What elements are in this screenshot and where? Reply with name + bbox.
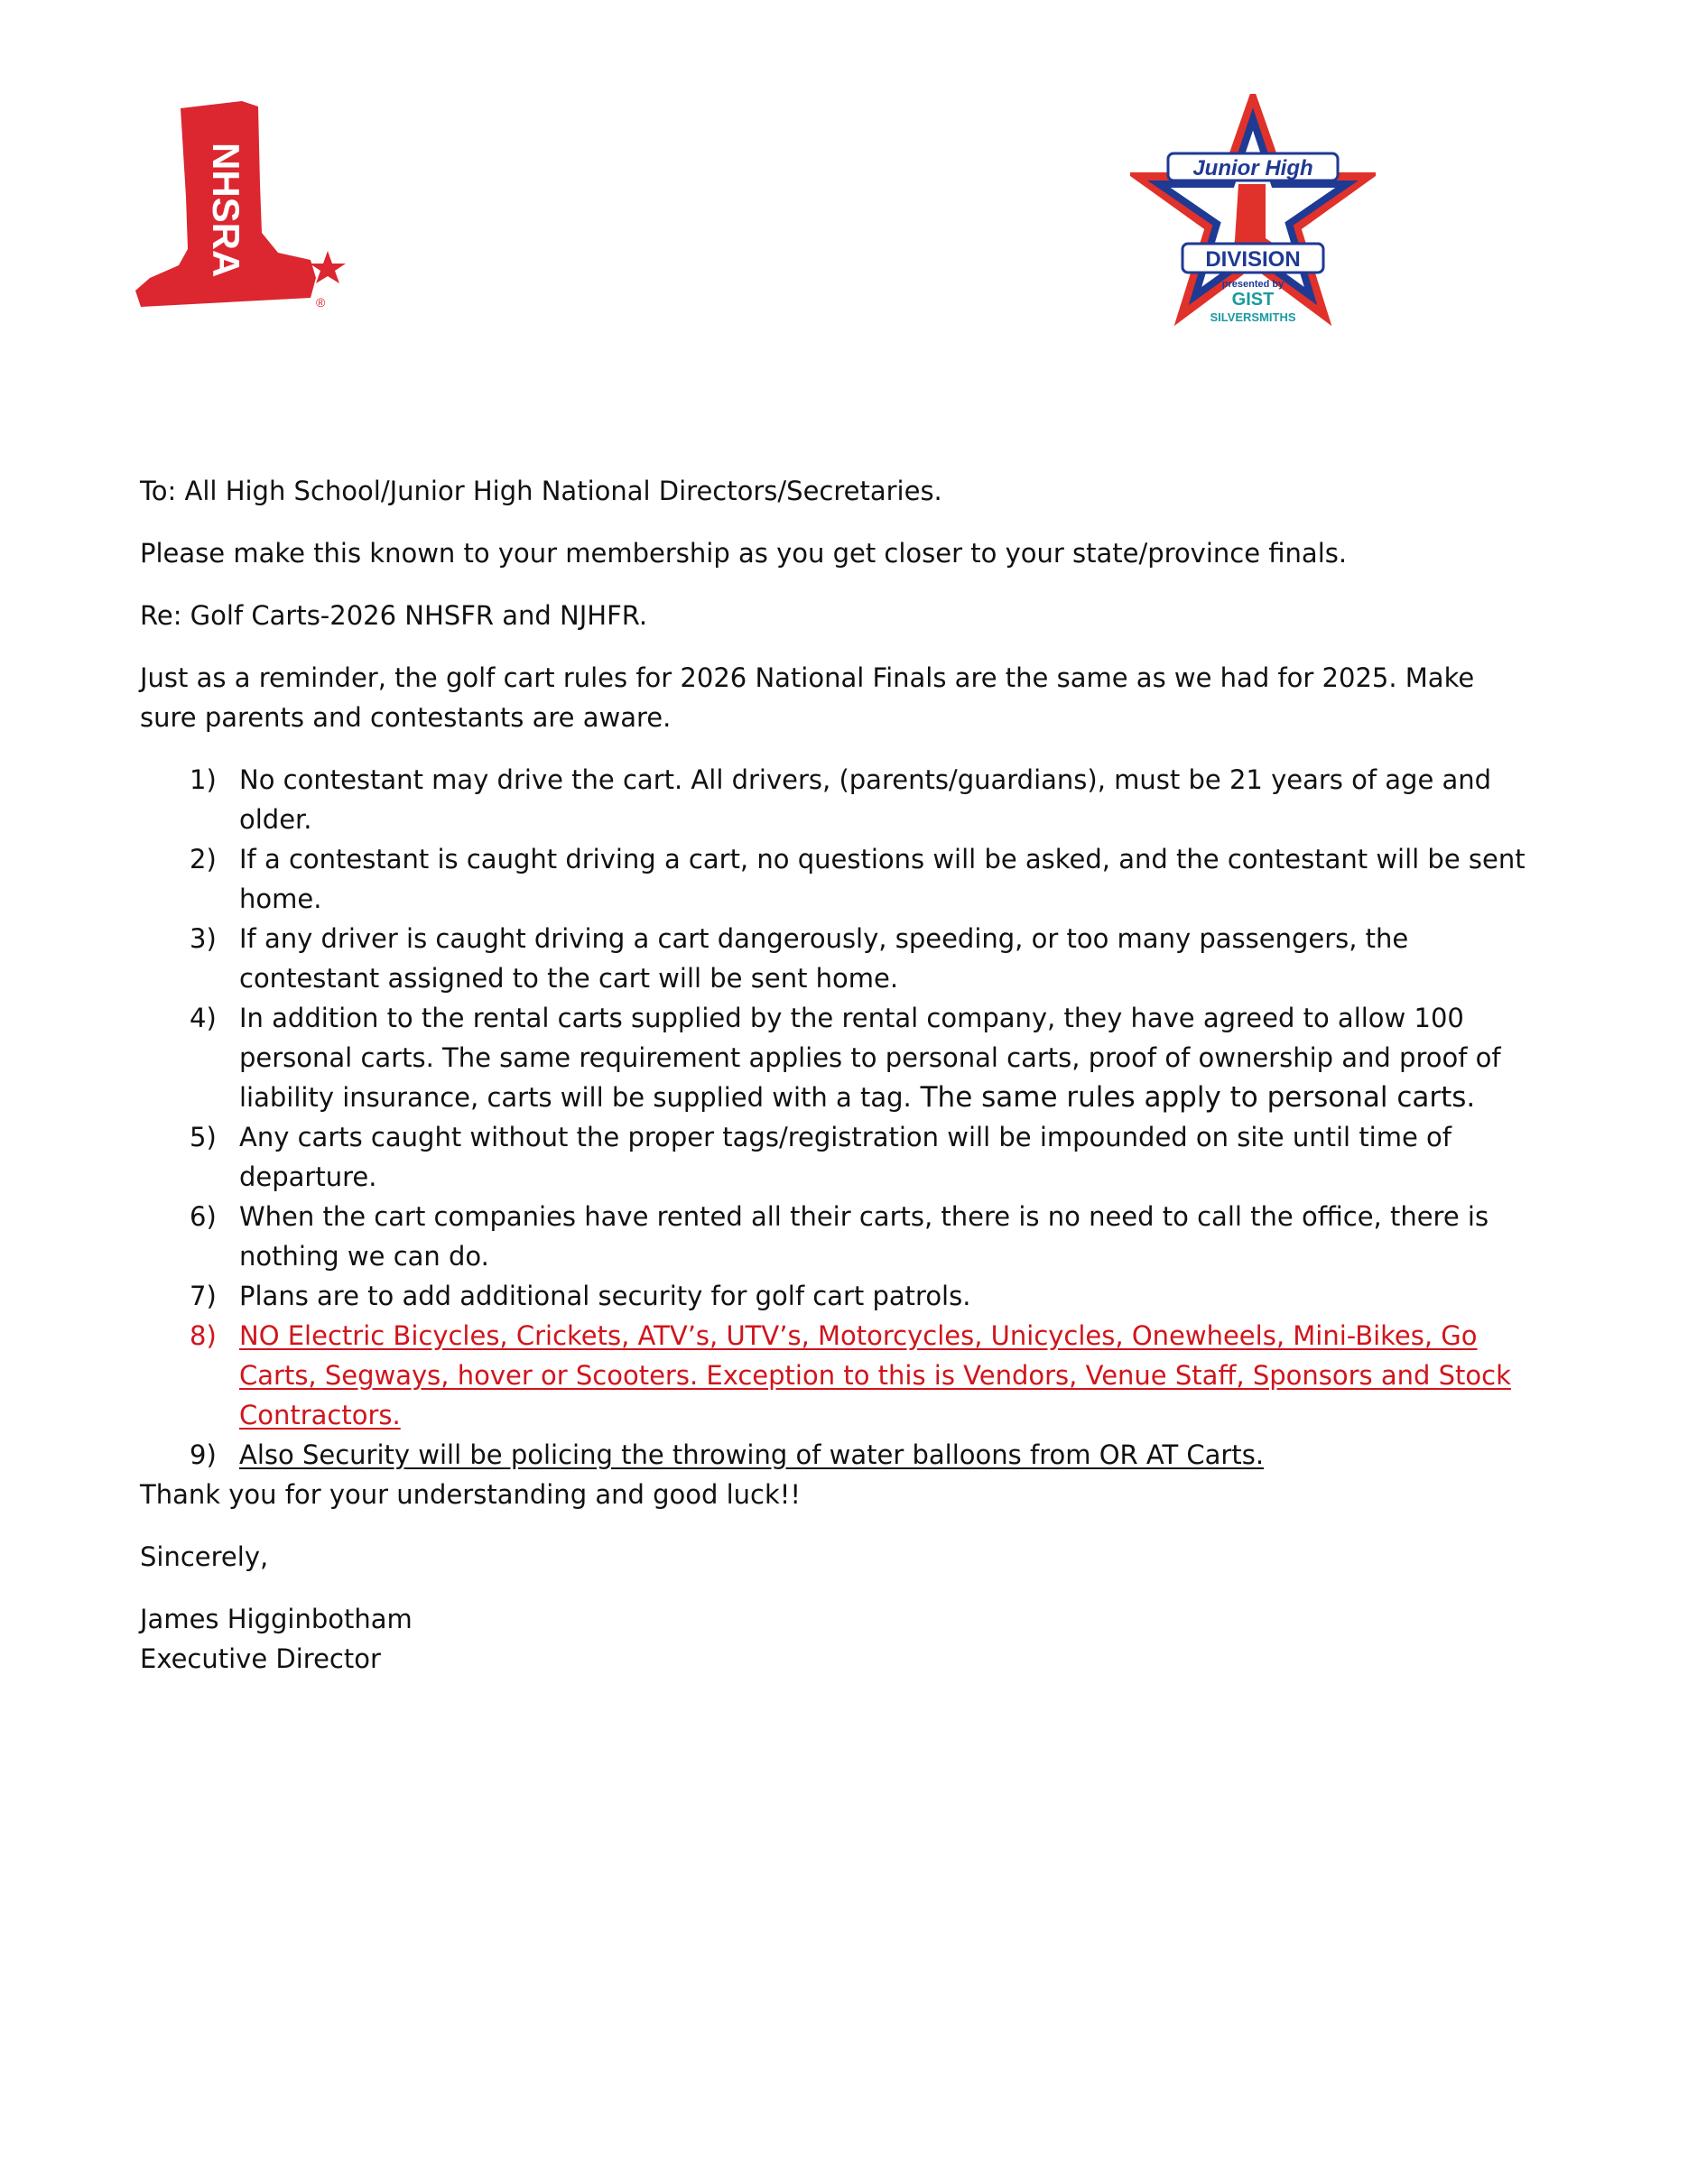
rule-item-highlighted: 8) NO Electric Bicycles, Crickets, ATV’s, UTV’s, Motorcycles, Unicycles, Onewheels, Mini-Bikes, Go Carts, Segways, hover or Scooters. Exception to this is Vendors, Venue Staff, Sponsors and Stock Contractors. <box>190 1320 1511 1430</box>
star-logo-icon <box>1130 94 1376 330</box>
rule-item: 5) Any carts caught without the proper tags/registration will be impounded on site until time of departure. <box>190 1122 1452 1192</box>
rule-4-emphasis: The same rules apply to personal carts. <box>911 1081 1476 1114</box>
rule-item-underlined: 9) Also Security will be policing the throwing of water balloons from OR AT Carts. <box>190 1439 1265 1470</box>
rule-item: 7) Plans are to add additional security for golf cart patrols. <box>190 1281 971 1311</box>
logo-presented-by: presented by <box>1221 279 1285 290</box>
signature-block <box>140 1599 1530 1679</box>
rule-item: 2) If a contestant is caught driving a cart, no questions will be asked, and the contestant will be sent home. <box>190 844 1526 914</box>
logo-silversmiths: SILVERSMITHS <box>1210 310 1296 324</box>
rules-list <box>140 760 1530 1475</box>
boot-logo-icon <box>134 97 359 314</box>
letter-thanks: Thank you for your understanding and good luck!! <box>140 1479 802 1510</box>
nhsra-letters: NHSRA <box>205 143 247 278</box>
logo-junior-high: Junior High <box>1192 156 1313 180</box>
registered-mark: ® <box>316 295 326 310</box>
letter-reminder: Just as a reminder, the golf cart rules for 2026 National Finals are the same as we had for 2025. Make sure parents and contestants are aware. <box>140 662 1475 733</box>
letter-re: Re: Golf Carts-2026 NHSFR and NJHFR. <box>140 600 648 631</box>
nhsra-logo <box>134 97 359 314</box>
rule-item: 6) When the cart companies have rented all their carts, there is no need to call the office, there is nothing we can do. <box>190 1201 1489 1272</box>
letter-closing: Sincerely, <box>140 1541 269 1572</box>
rule-item: 3) If any driver is caught driving a cart dangerously, speeding, or too many passengers, the contestant assigned to the cart will be sent home. <box>190 923 1409 994</box>
letter-to: To: All High School/Junior High National Directors/Secretaries. <box>140 476 942 506</box>
signer-title: Executive Director <box>140 1643 381 1674</box>
logo-division: DIVISION <box>1205 247 1301 272</box>
letter-notice: Please make this known to your membership as you get closer to your state/province finals. <box>140 538 1348 569</box>
signer-name: James Higginbotham <box>140 1604 413 1634</box>
letter-body <box>140 471 1530 1679</box>
rule-item: 4) In addition to the rental carts supplied by the rental company, they have agreed to allow 100 personal carts. The same requirement applies to personal carts, proof of ownership and proof of liability insurance, carts will be supplied with a tag. The same rules apply to personal carts. <box>190 1003 1501 1114</box>
logo-gist: GIST <box>1231 290 1275 310</box>
rule-item: 1) No contestant may drive the cart. All drivers, (parents/guardians), must be 21 years of age and older. <box>190 764 1492 835</box>
junior-high-division-logo <box>1130 94 1376 330</box>
